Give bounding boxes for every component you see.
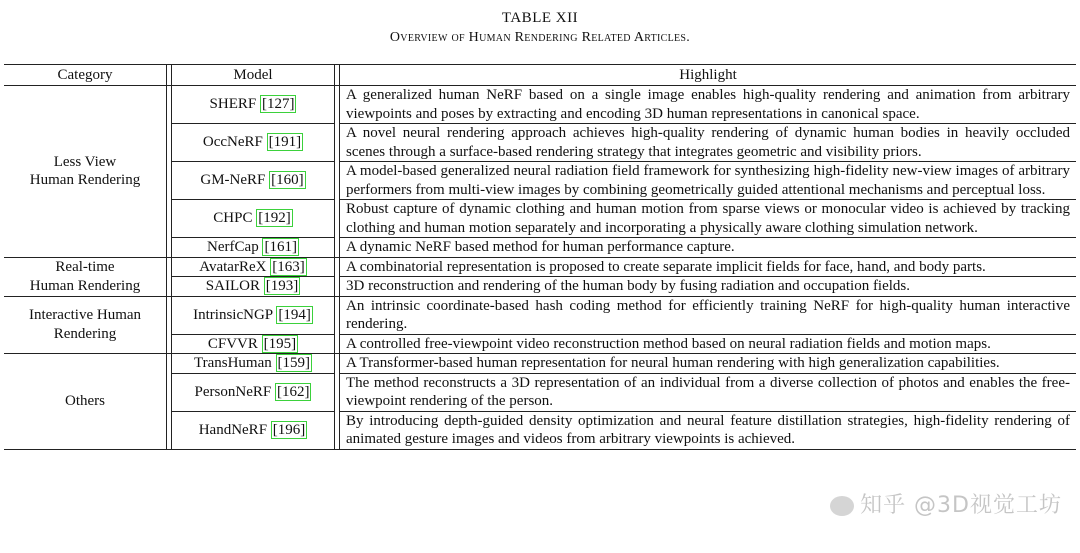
highlight-cell: Robust capture of dynamic clothing and human motion from sparse views or monocular video is achieved by tracking clothing and human motion separately and incorporating a physically aware clothing simulation network. <box>340 200 1077 238</box>
citation-link[interactable]: [161] <box>264 239 297 255</box>
citation-number: 191 <box>273 134 297 151</box>
citation-number: 160 <box>276 172 299 189</box>
watermark <box>830 488 1062 519</box>
model-name: IntrinsicNGP <box>193 306 273 323</box>
citation-number: 192 <box>263 210 286 227</box>
header-row <box>4 65 1076 86</box>
highlight-cell: By introducing depth-guided density optimization and neural feature distillation strategies, high-fidelity rendering of animated gesture images and videos from arbitrary viewpoints is achieved. <box>340 411 1077 449</box>
category-line: Human Rendering <box>29 172 141 189</box>
highlight-cell: The method reconstructs a 3D representation of an individual from a diverse collection of photos and enables the free-viewpoint rendering of the person. <box>340 373 1077 411</box>
human-rendering-table <box>4 64 1076 450</box>
citation-link[interactable]: [195] <box>263 335 297 352</box>
model-cell <box>172 200 335 238</box>
model-name: SAILOR <box>205 278 260 294</box>
citation-link[interactable]: [127] <box>261 96 295 113</box>
model-cell <box>172 124 335 162</box>
highlight-cell: A Transformer-based human representation for neural human rendering with high generalization capabilities. <box>340 354 1077 374</box>
highlight-cell: A model-based generalized neural radiation field framework for synthesizing high-fidelity new-view images of arbitrary performers from multi-view images by combining geometrically guided attentional mechanisms and perceptual loss. <box>340 162 1077 200</box>
model-cell <box>172 238 335 258</box>
model-name: PersonNeRF <box>194 383 272 400</box>
model-name: HandNeRF <box>198 421 268 438</box>
model-cell <box>172 296 335 334</box>
model-name: SHERF <box>209 96 257 113</box>
citation-number: 159 <box>282 355 306 371</box>
citation-link[interactable]: [160] <box>271 172 304 189</box>
table-caption <box>0 8 1080 48</box>
citation-link[interactable]: [193] <box>265 278 299 294</box>
category-line: Rendering <box>53 325 117 342</box>
table-row <box>4 354 1076 374</box>
citation-number: 127 <box>266 96 290 113</box>
citation-link[interactable]: [194] <box>278 306 311 323</box>
citation-link[interactable]: [162] <box>276 383 310 400</box>
model-cell <box>172 277 335 297</box>
category-cell <box>4 257 167 296</box>
table-label: TABLE XII <box>501 10 579 26</box>
citation-number: 196 <box>277 421 301 438</box>
highlight-cell: A novel neural rendering approach achieves high-quality rendering of dynamic human bodies in heavily occluded scenes through a surface-based rendering strategy that integrates geometric and visibility priors. <box>340 124 1077 162</box>
model-cell <box>172 257 335 277</box>
highlight-cell: A combinatorial representation is proposed to create separate implicit fields for face, hand, and body parts. <box>340 257 1077 277</box>
category-cell <box>4 86 167 258</box>
table-row <box>4 86 1076 124</box>
category-line: Human Rendering <box>29 277 141 294</box>
model-cell <box>172 373 335 411</box>
model-name: GM-NeRF <box>200 172 266 189</box>
citation-number: 161 <box>269 239 292 255</box>
citation-number: 162 <box>281 383 305 400</box>
table-row <box>4 296 1076 334</box>
model-cell <box>172 411 335 449</box>
highlight-cell: An intrinsic coordinate-based hash coding method for efficiently training NeRF for high-quality human interactive rendering. <box>340 296 1077 334</box>
highlight-cell: A generalized human NeRF based on a single image enables high-quality rendering and animation from arbitrary viewpoints and poses by extracting and encoding 3D human representations in canonical space. <box>340 86 1077 124</box>
citation-number: 193 <box>270 278 294 294</box>
highlight-cell: 3D reconstruction and rendering of the human body by fusing radiation and occupation fields. <box>340 277 1077 297</box>
model-name: AvatarReX <box>199 258 267 275</box>
model-cell <box>172 86 335 124</box>
model-name: OccNeRF <box>202 134 263 151</box>
table-body <box>4 86 1076 450</box>
header-model: Model <box>172 65 335 86</box>
wechat-logo-icon <box>830 496 854 516</box>
citation-link[interactable]: [192] <box>258 210 291 227</box>
model-name: CHPC <box>213 210 253 227</box>
citation-link[interactable]: [163] <box>272 258 305 275</box>
category-line: Others <box>65 393 105 409</box>
model-cell <box>172 162 335 200</box>
watermark-text: 知乎 @3D视觉工坊 <box>860 493 1062 518</box>
header-highlight: Highlight <box>340 65 1077 86</box>
model-name: NerfCap <box>207 239 259 255</box>
citation-number: 194 <box>283 306 306 323</box>
citation-number: 163 <box>277 258 300 275</box>
citation-link[interactable]: [191] <box>268 134 302 151</box>
citation-number: 195 <box>268 335 292 352</box>
table-row <box>4 257 1076 277</box>
model-name: TransHuman <box>193 355 272 371</box>
model-cell <box>172 354 335 374</box>
category-cell <box>4 354 167 450</box>
model-cell <box>172 334 335 354</box>
highlight-cell: A dynamic NeRF based method for human performance capture. <box>340 238 1077 258</box>
highlight-cell: A controlled free-viewpoint video reconstruction method based on neural radiation fields and motion maps. <box>340 334 1077 354</box>
header-category: Category <box>4 65 167 86</box>
category-line: Less View <box>53 153 117 170</box>
category-cell <box>4 296 167 354</box>
category-line: Real-time <box>55 259 115 275</box>
citation-link[interactable]: [159] <box>277 355 311 371</box>
table-title: Overview of Human Rendering Related Articles. <box>389 30 691 45</box>
citation-link[interactable]: [196] <box>272 421 306 438</box>
model-name: CFVVR <box>207 335 258 352</box>
category-line: Interactive Human <box>28 307 142 324</box>
